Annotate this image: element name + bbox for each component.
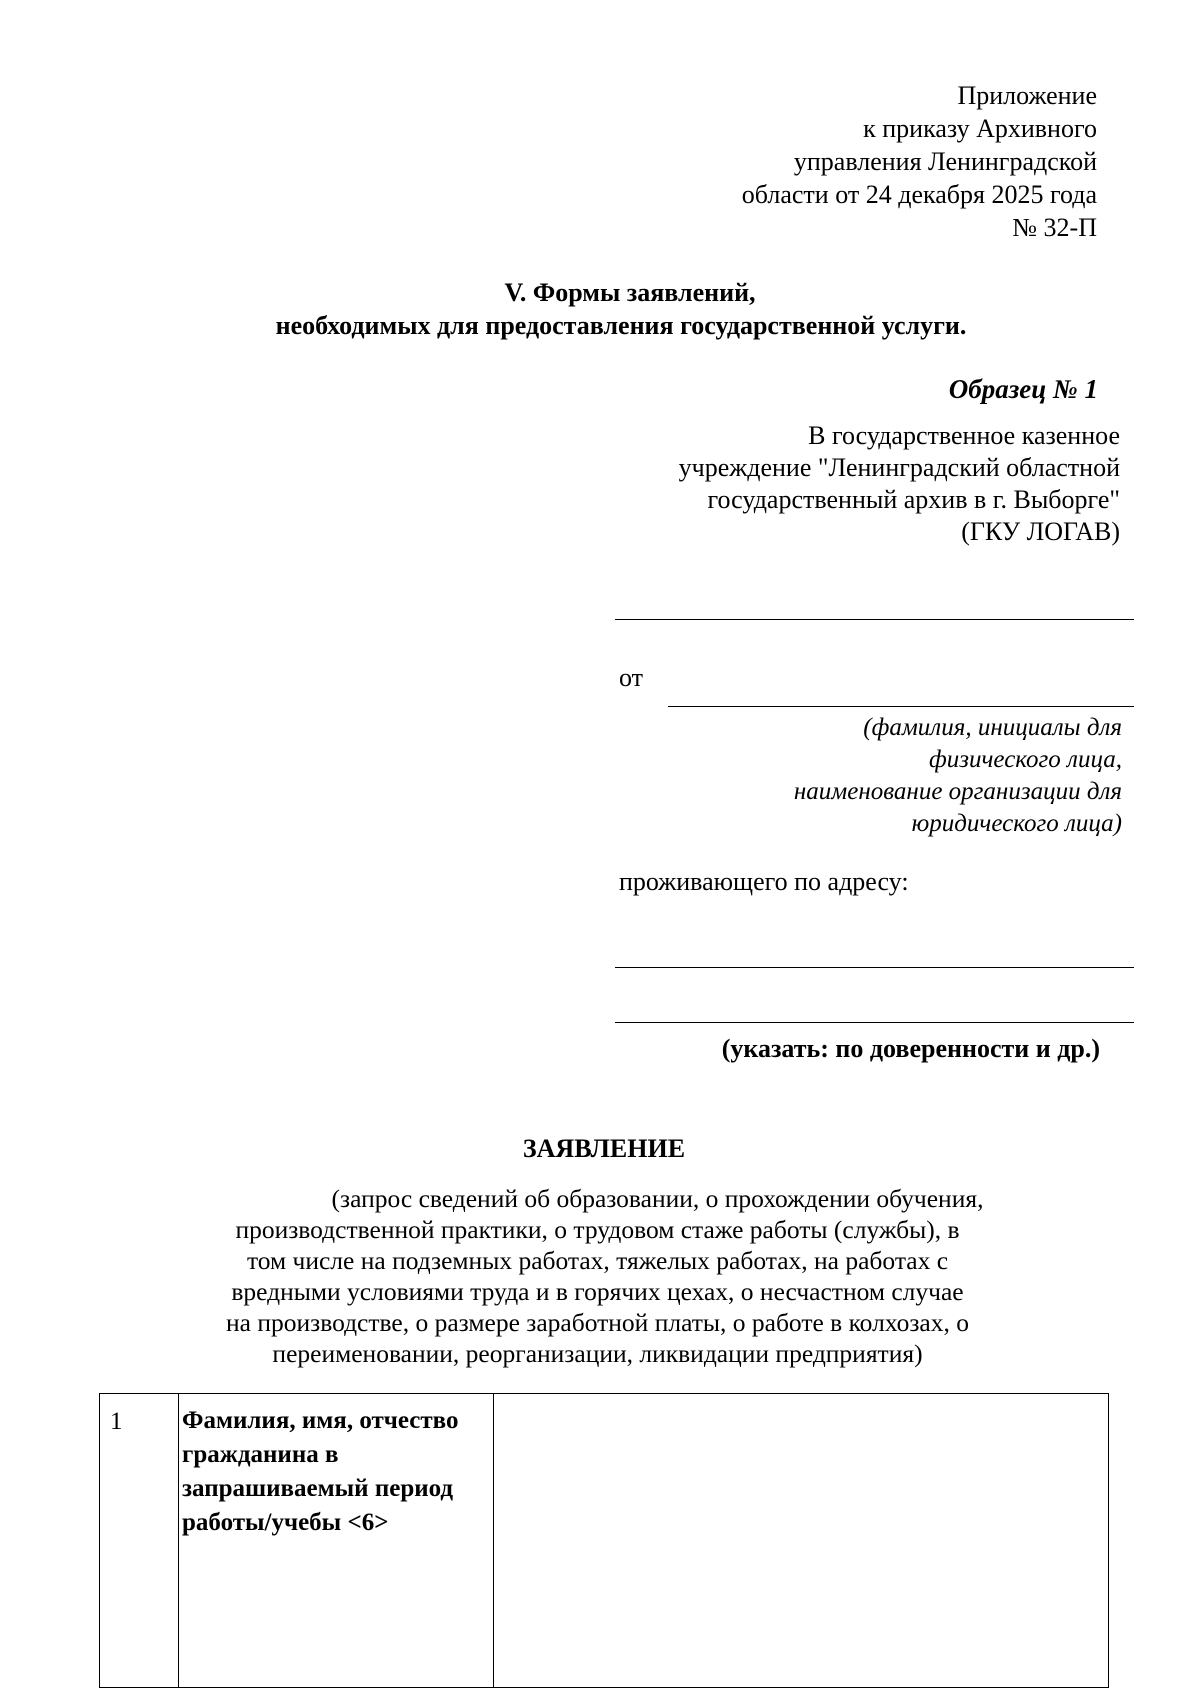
table-column-divider bbox=[178, 1394, 179, 1687]
table-row-value-cell[interactable] bbox=[495, 1394, 1108, 1687]
appendix-line: к приказу Архивного bbox=[863, 114, 1097, 143]
request-description bbox=[150, 1183, 1045, 1369]
addressee-line: (ГКУ ЛОГАВ) bbox=[961, 517, 1120, 546]
from-label: от bbox=[619, 663, 644, 692]
section-title-line: необходимых для предоставления государственной услуги. bbox=[275, 311, 967, 340]
appendix-line: Приложение bbox=[957, 81, 1097, 110]
addressee-block bbox=[520, 420, 1120, 548]
request-description-line: переименовании, реорганизации, ликвидации предприятия) bbox=[272, 1339, 923, 1368]
table-row-number: 1 bbox=[110, 1408, 123, 1435]
address-blank-line-1[interactable] bbox=[615, 967, 1134, 968]
appendix-line: управления Ленинградской bbox=[793, 147, 1097, 176]
document-title: ЗАЯВЛЕНИЕ bbox=[522, 1134, 686, 1163]
proxy-note: (указать: по доверенности и др.) bbox=[721, 1034, 1100, 1063]
address-label: проживающего по адресу: bbox=[619, 867, 909, 896]
addressee-blank-line[interactable] bbox=[615, 619, 1134, 620]
addressee-line: учреждение "Ленинградский областной bbox=[678, 453, 1120, 482]
form-table bbox=[99, 1393, 1109, 1688]
from-hint-line: юридического лица) bbox=[911, 810, 1122, 837]
appendix-block bbox=[497, 79, 1097, 244]
request-description-line: на производстве, о размере заработной платы, о работе в колхозах, о bbox=[226, 1308, 969, 1337]
table-row-label: Фамилия, имя, отчество гражданина в запрашиваемый период работы/учебы <6> bbox=[182, 1407, 459, 1536]
from-hint bbox=[622, 712, 1122, 840]
section-title-line: V. Формы заявлений, bbox=[504, 278, 756, 307]
request-description-line: (запрос сведений об образовании, о прохождении обучения, bbox=[331, 1184, 984, 1213]
sample-label: Образец № 1 bbox=[948, 374, 1098, 404]
table-column-divider bbox=[493, 1394, 494, 1687]
from-hint-line: физического лица, bbox=[929, 746, 1122, 773]
appendix-line: области от 24 декабря 2025 года bbox=[741, 180, 1097, 209]
from-hint-line: наименование организации для bbox=[793, 778, 1122, 805]
request-description-line: производственной практики, о трудовом стаже работы (службы), в bbox=[235, 1215, 960, 1244]
from-blank-line[interactable] bbox=[668, 706, 1134, 707]
addressee-line: В государственное казенное bbox=[808, 421, 1120, 450]
request-description-line: том числе на подземных работах, тяжелых работах, на работах с bbox=[246, 1246, 949, 1275]
request-description-line: вредными условиями труда и в горячих цехах, о несчастном случае bbox=[231, 1277, 964, 1306]
address-blank-line-2[interactable] bbox=[615, 1022, 1134, 1023]
from-hint-line: (фамилия, инициалы для bbox=[863, 714, 1122, 741]
addressee-line: государственный архив в г. Выборге" bbox=[707, 485, 1120, 514]
section-heading bbox=[0, 276, 1200, 342]
appendix-line: № 32-П bbox=[1012, 213, 1097, 242]
